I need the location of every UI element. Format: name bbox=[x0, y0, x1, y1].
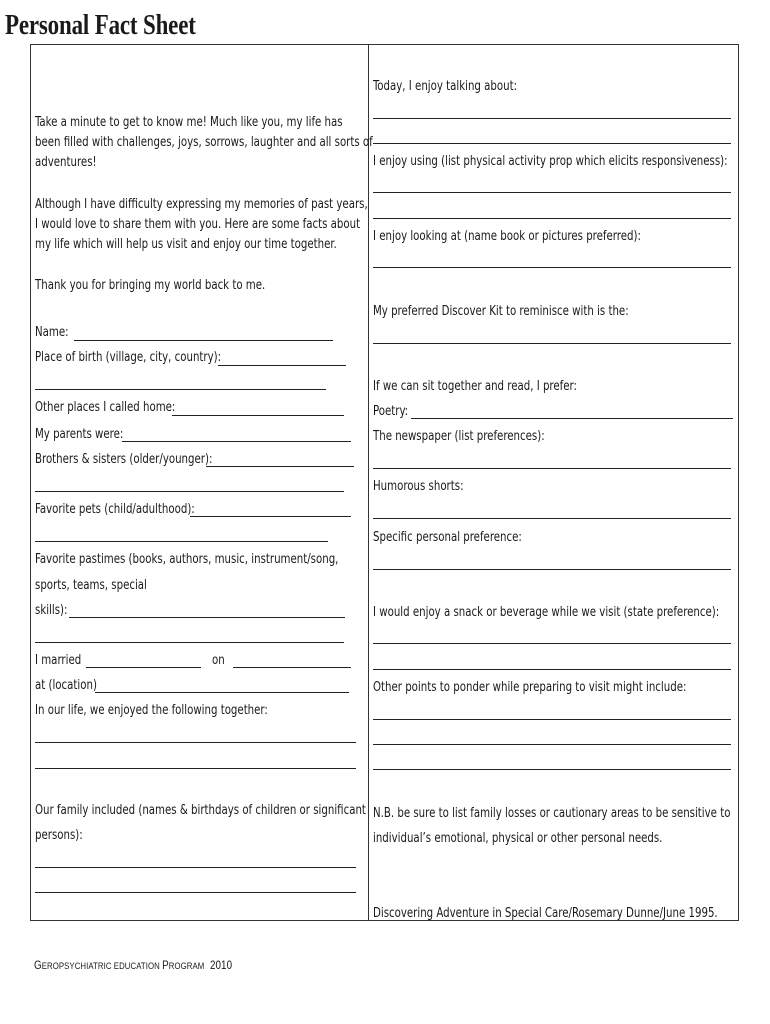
pets-field[interactable] bbox=[190, 516, 351, 517]
footer-word-program: ROGRAM bbox=[168, 961, 205, 972]
snack-label: I would enjoy a snack or beverage while we visit (state preference): bbox=[373, 605, 720, 620]
snack-field[interactable] bbox=[373, 643, 731, 644]
using-field-2[interactable] bbox=[373, 218, 731, 219]
nb-text: individual’s emotional, physical or other personal needs. bbox=[373, 831, 663, 846]
birthplace-field[interactable] bbox=[218, 365, 346, 366]
specific-label: Specific personal preference: bbox=[373, 530, 522, 545]
married-label: I married bbox=[35, 653, 82, 668]
birthplace-field-2[interactable] bbox=[35, 389, 326, 390]
footer-initial-g: G bbox=[34, 958, 42, 972]
talking-label: Today, I enjoy talking about: bbox=[373, 79, 518, 94]
pets-field-2[interactable] bbox=[35, 541, 328, 542]
pastimes-label: skills): bbox=[35, 603, 68, 618]
parents-label: My parents were: bbox=[35, 427, 124, 442]
newspaper-label: The newspaper (list preferences): bbox=[373, 429, 545, 444]
read-label: If we can sit together and read, I prefer: bbox=[373, 379, 577, 394]
location-label: at (location) bbox=[35, 678, 97, 693]
intro-line: Although I have difficulty expressing my memories of past years, bbox=[35, 197, 368, 212]
pastimes-field-2[interactable] bbox=[35, 642, 344, 643]
pastimes-label: Favorite pastimes (books, authors, music, instrument/song, bbox=[35, 552, 339, 567]
newspaper-field[interactable] bbox=[373, 468, 731, 469]
pets-label: Favorite pets (child/adulthood): bbox=[35, 502, 195, 517]
marriage-date-field[interactable] bbox=[233, 667, 351, 668]
column-divider bbox=[368, 45, 369, 920]
program-footer bbox=[34, 958, 232, 972]
footer-word-geropsychiatric: EROPSYCHIATRIC EDUCATION bbox=[41, 961, 163, 972]
snack-field-2[interactable] bbox=[373, 669, 731, 670]
location-field[interactable] bbox=[95, 692, 349, 693]
ponder-field[interactable] bbox=[373, 719, 731, 720]
ponder-label: Other points to ponder while preparing to visit might include: bbox=[373, 680, 687, 695]
pastimes-field[interactable] bbox=[69, 617, 345, 618]
kit-field[interactable] bbox=[373, 343, 731, 344]
talking-field-2[interactable] bbox=[373, 143, 731, 144]
enjoyed-label: In our life, we enjoyed the following together: bbox=[35, 703, 268, 718]
name-field[interactable] bbox=[74, 340, 333, 341]
intro-line: I would love to share them with you. Here are some facts about bbox=[35, 217, 361, 232]
poetry-field[interactable] bbox=[411, 418, 733, 419]
family-field-2[interactable] bbox=[35, 892, 356, 893]
humorous-field[interactable] bbox=[373, 518, 731, 519]
ponder-field-2[interactable] bbox=[373, 744, 731, 745]
enjoyed-field-2[interactable] bbox=[35, 768, 356, 769]
married-on-label: on bbox=[212, 653, 225, 668]
intro-line: adventures! bbox=[35, 155, 97, 170]
footer-initial-p: P bbox=[162, 958, 169, 972]
siblings-label: Brothers & sisters (older/younger): bbox=[35, 452, 213, 467]
ponder-field-3[interactable] bbox=[373, 769, 731, 770]
pastimes-label: sports, teams, special bbox=[35, 578, 147, 593]
talking-field[interactable] bbox=[373, 118, 731, 119]
nb-text: N.B. be sure to list family losses or cautionary areas to be sensitive to bbox=[373, 806, 731, 821]
enjoyed-field[interactable] bbox=[35, 742, 356, 743]
family-label: Our family included (names & birthdays of children or significant bbox=[35, 803, 366, 818]
siblings-field-2[interactable] bbox=[35, 491, 344, 492]
siblings-field[interactable] bbox=[206, 466, 354, 467]
using-label: I enjoy using (list physical activity prop which elicits responsiveness): bbox=[373, 154, 728, 169]
intro-line: Take a minute to get to know me! Much like you, my life has bbox=[35, 115, 343, 130]
thanks-text: Thank you for bringing my world back to me. bbox=[35, 278, 266, 293]
credit-text: Discovering Adventure in Special Care/Rosemary Dunne/June 1995. bbox=[373, 906, 718, 921]
humorous-label: Humorous shorts: bbox=[373, 479, 464, 494]
page-title: Personal Fact Sheet bbox=[5, 10, 196, 41]
using-field[interactable] bbox=[373, 192, 731, 193]
family-field[interactable] bbox=[35, 867, 356, 868]
other-places-field[interactable] bbox=[172, 415, 344, 416]
name-label: Name: bbox=[35, 325, 69, 340]
other-places-label: Other places I called home: bbox=[35, 400, 176, 415]
spouse-field[interactable] bbox=[86, 667, 201, 668]
kit-label: My preferred Discover Kit to reminisce with is the: bbox=[373, 304, 629, 319]
intro-line: my life which will help us visit and enjoy our time together. bbox=[35, 237, 337, 252]
looking-label: I enjoy looking at (name book or pictures preferred): bbox=[373, 229, 641, 244]
looking-field[interactable] bbox=[373, 267, 731, 268]
intro-line: been filled with challenges, joys, sorrows, laughter and all sorts of bbox=[35, 135, 373, 150]
birthplace-label: Place of birth (village, city, country): bbox=[35, 350, 222, 365]
family-label: persons): bbox=[35, 828, 83, 843]
specific-field[interactable] bbox=[373, 569, 731, 570]
footer-year: 2010 bbox=[209, 958, 233, 972]
poetry-label: Poetry: bbox=[373, 404, 409, 419]
parents-field[interactable] bbox=[122, 441, 351, 442]
